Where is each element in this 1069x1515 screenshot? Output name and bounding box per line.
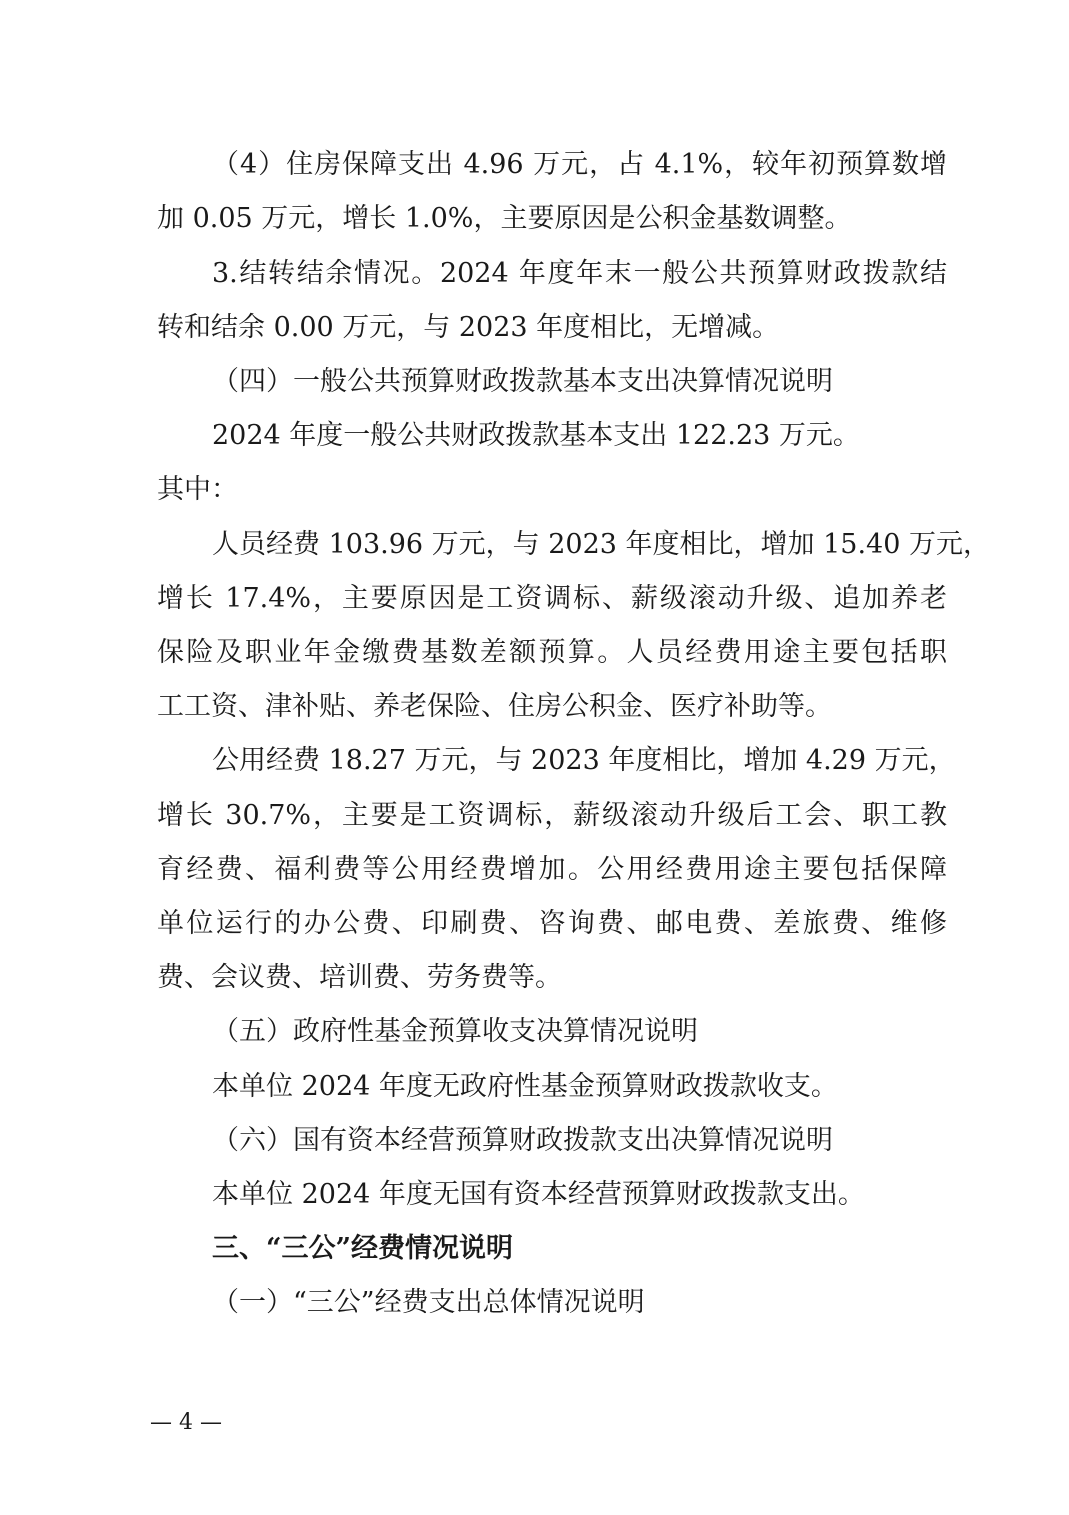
section-heading: （一）“三公”经费支出总体情况说明 [212, 1287, 645, 1318]
text-line: 费、会议费、培训费、劳务费等。 [157, 962, 562, 993]
text-line: （4）住房保障支出 4.96 万元，占 4.1%，较年初预算数增 [212, 149, 947, 180]
text-line: 工工资、津补贴、养老保险、住房公积金、医疗补助等。 [157, 691, 832, 722]
text-line: 育经费、福利费等公用经费增加。公用经费用途主要包括保障 [157, 854, 947, 885]
text-line: 人员经费 103.96 万元，与 2023 年度相比，增加 15.40 万元， [212, 529, 990, 560]
section-heading: （五）政府性基金预算收支决算情况说明 [212, 1016, 698, 1047]
page-number: — 4 — [150, 1410, 222, 1435]
text-line: 其中： [157, 474, 238, 505]
text-line: 2024 年度一般公共财政拨款基本支出 122.23 万元。 [212, 420, 860, 451]
text-line: 3.结转结余情况。2024 年度年末一般公共预算财政拨款结 [212, 258, 947, 289]
text-line: 本单位 2024 年度无国有资本经营预算财政拨款支出。 [212, 1179, 865, 1210]
text-line: 公用经费 18.27 万元，与 2023 年度相比，增加 4.29 万元， [212, 745, 956, 776]
section-heading: （六）国有资本经营预算财政拨款支出决算情况说明 [212, 1125, 833, 1156]
text-line: 加 0.05 万元，增长 1.0%，主要原因是公积金基数调整。 [157, 203, 852, 234]
text-line: 本单位 2024 年度无政府性基金预算财政拨款收支。 [212, 1071, 838, 1102]
text-line: 转和结余 0.00 万元，与 2023 年度相比，无增减。 [157, 312, 780, 343]
text-line: 增长 17.4%，主要原因是工资调标、薪级滚动升级、追加养老 [157, 583, 947, 614]
section-heading: （四）一般公共预算财政拨款基本支出决算情况说明 [212, 366, 833, 397]
text-line: 单位运行的办公费、印刷费、咨询费、邮电费、差旅费、维修 [157, 908, 947, 939]
text-line: 增长 30.7%，主要是工资调标，薪级滚动升级后工会、职工教 [157, 800, 947, 831]
chapter-heading: 三、“三公”经费情况说明 [212, 1233, 514, 1264]
text-line: 保险及职业年金缴费基数差额预算。人员经费用途主要包括职 [157, 637, 947, 668]
